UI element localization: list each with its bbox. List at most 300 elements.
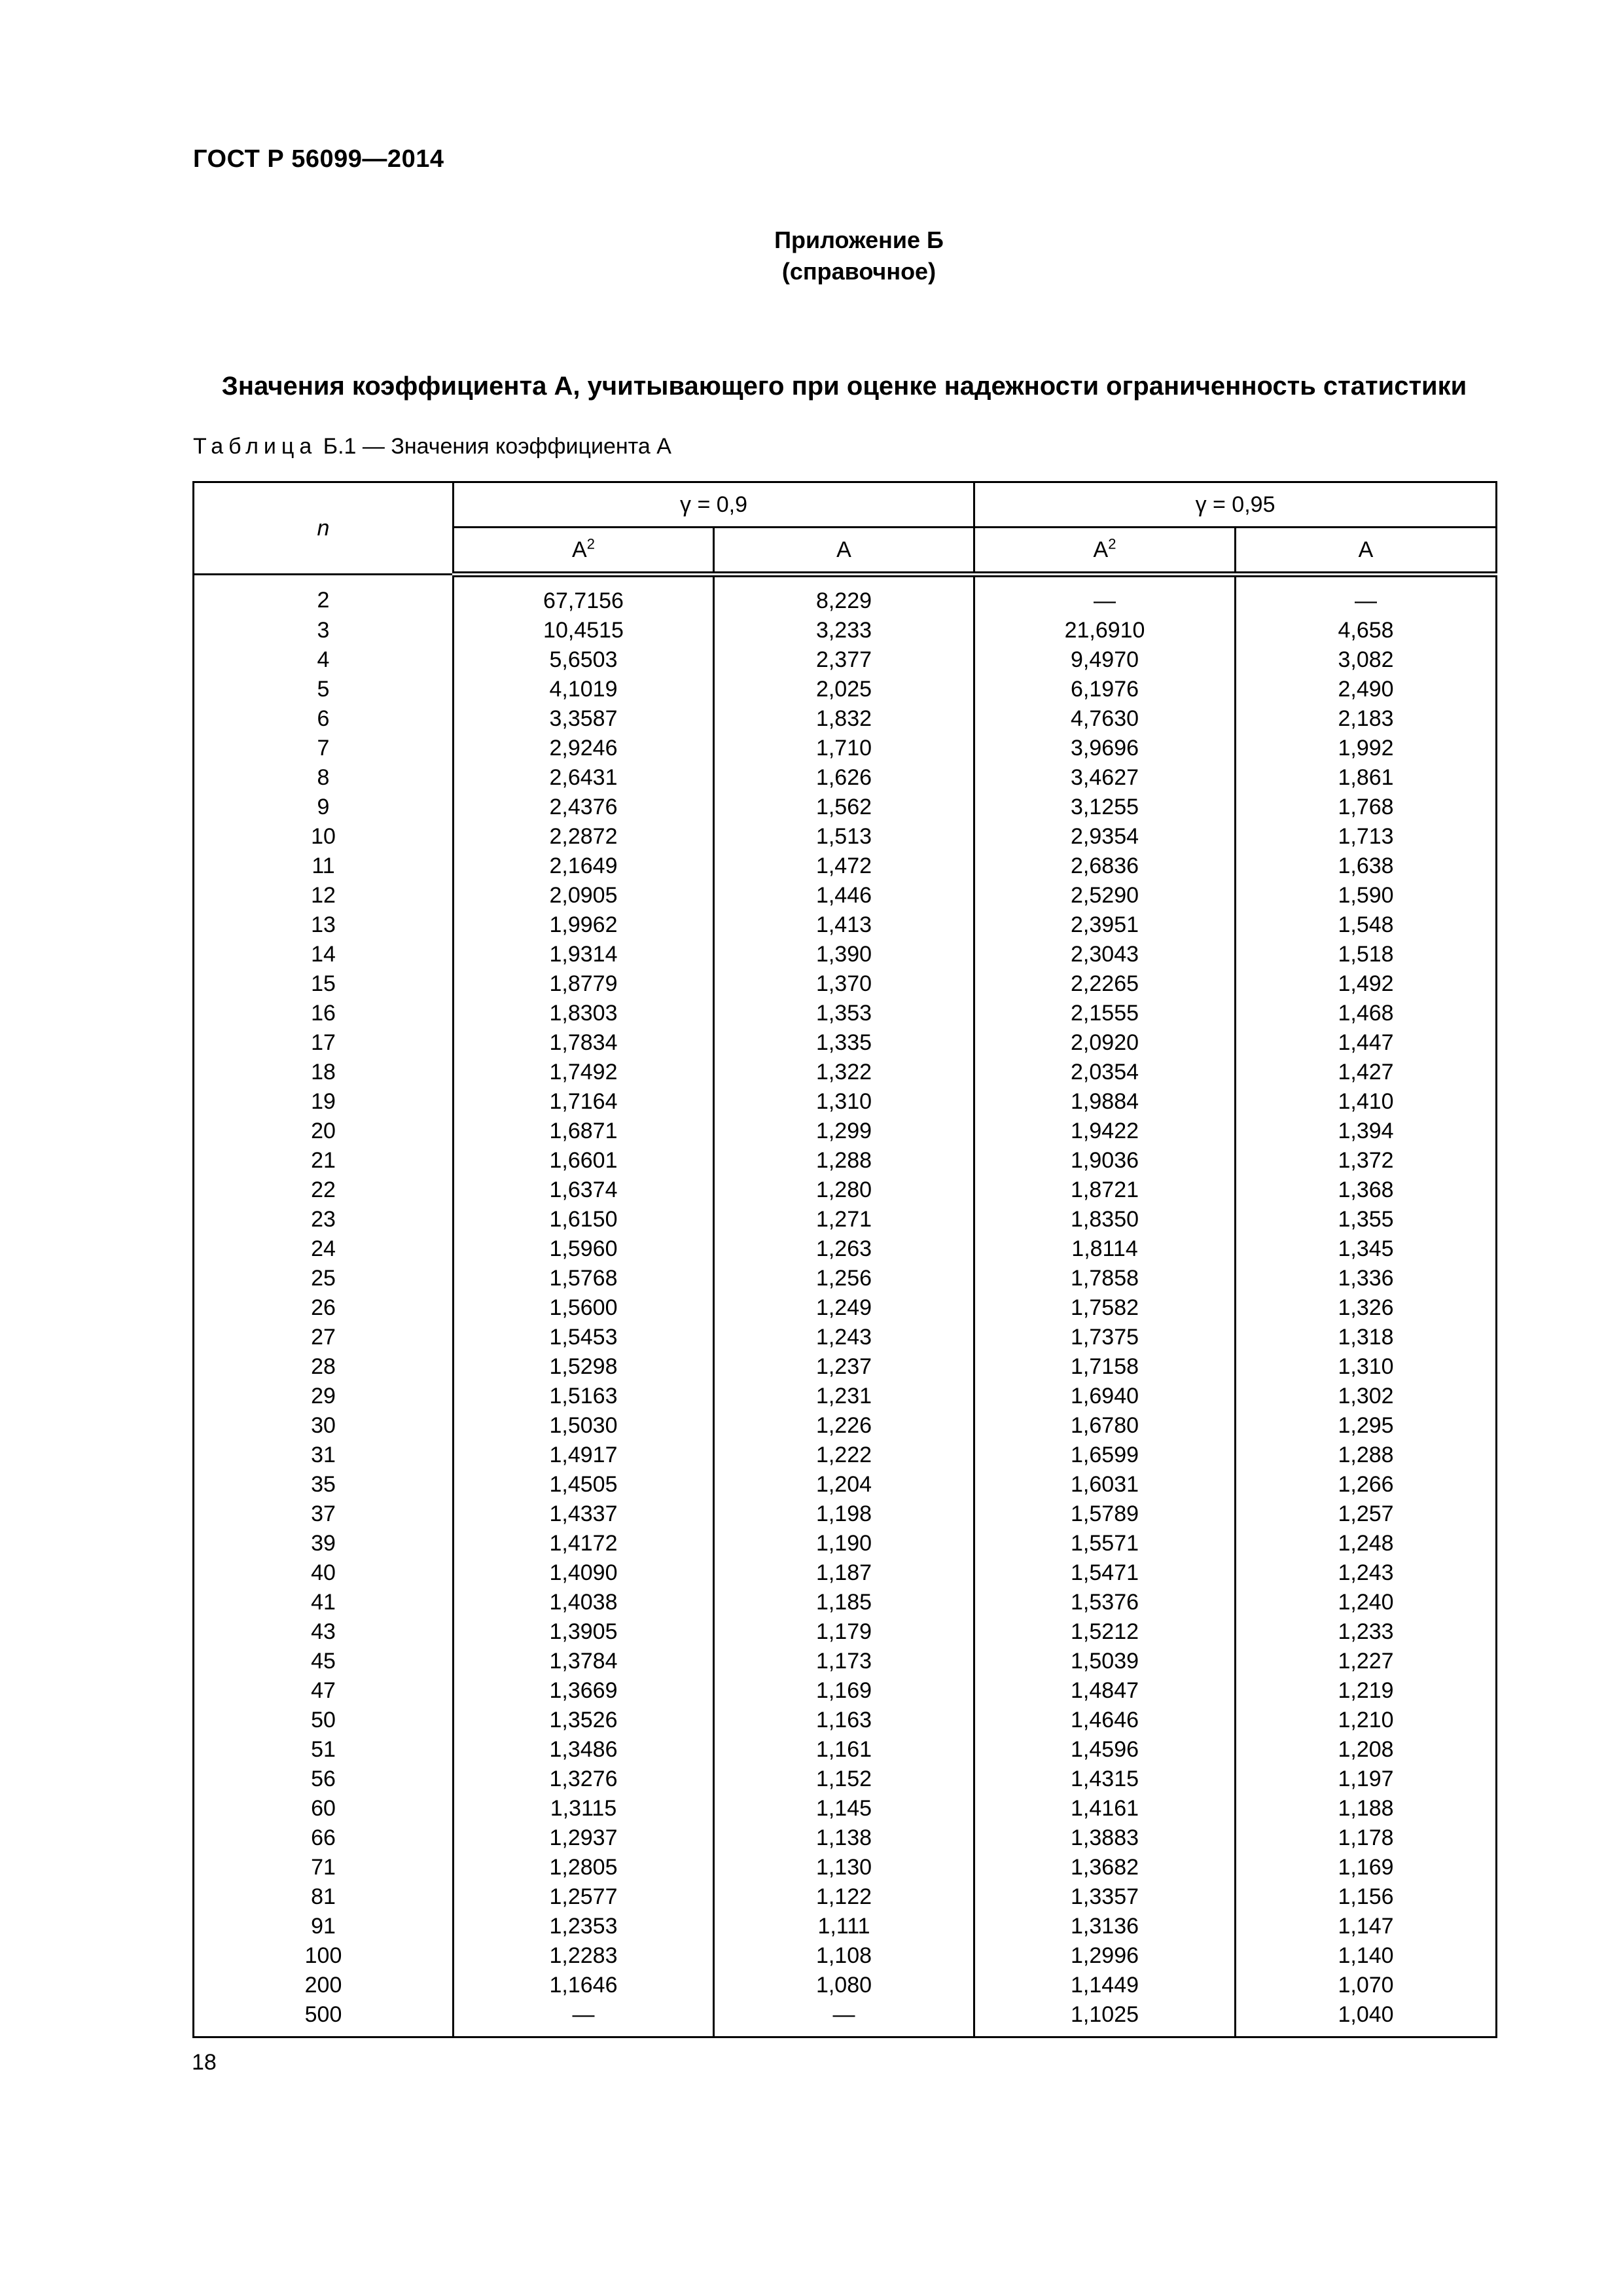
table-row: [194, 1175, 1497, 1205]
cell-n: 4: [194, 645, 454, 675]
column-header-a-095: A: [1236, 528, 1497, 575]
cell-a-squared-090: —: [454, 2000, 714, 2037]
cell-a-095: 1,318: [1236, 1323, 1497, 1352]
table-row: [194, 910, 1497, 940]
cell-a-090: 1,256: [714, 1264, 974, 1293]
cell-a-095: 1,861: [1236, 763, 1497, 793]
cell-a-squared-090: 1,6871: [454, 1117, 714, 1146]
cell-n: 3: [194, 616, 454, 645]
table-row: [194, 1058, 1497, 1087]
cell-a-squared-095: 21,6910: [974, 616, 1236, 645]
cell-a-090: 1,271: [714, 1205, 974, 1234]
cell-n: 56: [194, 1765, 454, 1794]
cell-n: 11: [194, 852, 454, 881]
table-row: [194, 1411, 1497, 1441]
cell-a-squared-095: 9,4970: [974, 645, 1236, 675]
table-caption: [193, 434, 671, 459]
cell-a-squared-090: 1,7834: [454, 1028, 714, 1058]
cell-a-095: 1,295: [1236, 1411, 1497, 1441]
cell-a-squared-095: 1,6940: [974, 1382, 1236, 1411]
annex-heading-block: [0, 224, 1623, 287]
cell-a-095: 1,590: [1236, 881, 1497, 910]
cell-a-squared-090: 2,4376: [454, 793, 714, 822]
cell-a-squared-095: 1,9036: [974, 1146, 1236, 1175]
cell-a-squared-095: 1,8114: [974, 1234, 1236, 1264]
cell-a-squared-090: 1,7164: [454, 1087, 714, 1117]
cell-n: 20: [194, 1117, 454, 1146]
cell-n: 22: [194, 1175, 454, 1205]
cell-a-095: 1,257: [1236, 1499, 1497, 1529]
table-row: [194, 1087, 1497, 1117]
cell-a-squared-090: 1,3276: [454, 1765, 714, 1794]
table-row: [194, 1706, 1497, 1735]
cell-n: 19: [194, 1087, 454, 1117]
table-row: [194, 645, 1497, 675]
table-header-row-groups: [194, 482, 1497, 528]
cell-n: 41: [194, 1588, 454, 1617]
cell-a-squared-095: 1,7158: [974, 1352, 1236, 1382]
cell-n: 12: [194, 881, 454, 910]
cell-a-090: 8,229: [714, 575, 974, 617]
cell-n: 66: [194, 1823, 454, 1853]
cell-a-090: 1,222: [714, 1441, 974, 1470]
table-row: [194, 822, 1497, 852]
cell-n: 60: [194, 1794, 454, 1823]
cell-n: 500: [194, 2000, 454, 2037]
table-row: [194, 1264, 1497, 1293]
cell-a-095: 1,447: [1236, 1028, 1497, 1058]
cell-a-squared-090: 2,9246: [454, 734, 714, 763]
table-row: [194, 575, 1497, 617]
cell-a-090: 1,249: [714, 1293, 974, 1323]
table-body: [194, 575, 1497, 2037]
table-row: [194, 1293, 1497, 1323]
cell-a-095: 1,169: [1236, 1853, 1497, 1882]
cell-a-095: 1,266: [1236, 1470, 1497, 1499]
cell-a-095: 1,040: [1236, 2000, 1497, 2037]
cell-a-090: 1,353: [714, 999, 974, 1028]
cell-a-squared-090: 2,0905: [454, 881, 714, 910]
cell-a-095: 1,345: [1236, 1234, 1497, 1264]
cell-n: 40: [194, 1558, 454, 1588]
cell-a-090: 1,185: [714, 1588, 974, 1617]
cell-a-squared-090: 1,5960: [454, 1234, 714, 1264]
cell-a-095: 1,233: [1236, 1617, 1497, 1647]
cell-n: 18: [194, 1058, 454, 1087]
table-row: [194, 1205, 1497, 1234]
cell-a-095: 1,210: [1236, 1706, 1497, 1735]
cell-a-squared-095: 1,5039: [974, 1647, 1236, 1676]
cell-a-squared-090: 67,7156: [454, 575, 714, 617]
cell-a-090: 3,233: [714, 616, 974, 645]
cell-a-squared-090: 1,5163: [454, 1382, 714, 1411]
table-row: [194, 1647, 1497, 1676]
table-row: [194, 1882, 1497, 1912]
page-number: 18: [192, 2050, 217, 2075]
cell-n: 50: [194, 1706, 454, 1735]
table-row: [194, 1735, 1497, 1765]
cell-n: 31: [194, 1441, 454, 1470]
cell-a-squared-095: 1,3682: [974, 1853, 1236, 1882]
cell-n: 10: [194, 822, 454, 852]
cell-a-squared-095: 1,7375: [974, 1323, 1236, 1352]
cell-a-squared-090: 1,4172: [454, 1529, 714, 1558]
cell-a-squared-090: 1,8779: [454, 969, 714, 999]
a-squared-095-base: A: [1093, 537, 1109, 562]
table-row: [194, 1529, 1497, 1558]
cell-a-squared-095: 1,4646: [974, 1706, 1236, 1735]
cell-n: 26: [194, 1293, 454, 1323]
cell-n: 81: [194, 1882, 454, 1912]
table-row: [194, 1823, 1497, 1853]
table-row: [194, 1028, 1497, 1058]
cell-n: 37: [194, 1499, 454, 1529]
cell-a-090: 1,152: [714, 1765, 974, 1794]
cell-a-090: 2,377: [714, 645, 974, 675]
cell-n: 24: [194, 1234, 454, 1264]
cell-n: 7: [194, 734, 454, 763]
cell-a-090: —: [714, 2000, 974, 2037]
table-header: [194, 482, 1497, 575]
cell-a-090: 1,190: [714, 1529, 974, 1558]
cell-a-090: 1,370: [714, 969, 974, 999]
cell-n: 8: [194, 763, 454, 793]
cell-a-squared-090: 2,6431: [454, 763, 714, 793]
cell-a-095: 1,638: [1236, 852, 1497, 881]
cell-a-095: 1,372: [1236, 1146, 1497, 1175]
cell-a-squared-095: 1,6780: [974, 1411, 1236, 1441]
cell-a-090: 1,198: [714, 1499, 974, 1529]
cell-a-squared-090: 1,3905: [454, 1617, 714, 1647]
table-row: [194, 852, 1497, 881]
table-row: [194, 734, 1497, 763]
cell-n: 29: [194, 1382, 454, 1411]
cell-a-squared-090: 1,3669: [454, 1676, 714, 1706]
table-row: [194, 1323, 1497, 1352]
cell-n: 5: [194, 675, 454, 704]
cell-a-squared-090: 2,1649: [454, 852, 714, 881]
cell-a-090: 1,288: [714, 1146, 974, 1175]
table-row: [194, 1382, 1497, 1411]
cell-a-095: 1,368: [1236, 1175, 1497, 1205]
cell-n: 25: [194, 1264, 454, 1293]
cell-a-095: 1,147: [1236, 1912, 1497, 1941]
cell-a-095: 1,768: [1236, 793, 1497, 822]
cell-a-090: 1,111: [714, 1912, 974, 1941]
cell-a-squared-095: 1,3357: [974, 1882, 1236, 1912]
cell-a-095: 1,288: [1236, 1441, 1497, 1470]
cell-a-squared-090: 1,5768: [454, 1264, 714, 1293]
cell-a-squared-090: 5,6503: [454, 645, 714, 675]
cell-a-squared-095: 1,9884: [974, 1087, 1236, 1117]
column-header-a-squared-090: [454, 528, 714, 575]
cell-a-squared-090: 1,7492: [454, 1058, 714, 1087]
cell-a-090: 1,122: [714, 1882, 974, 1912]
cell-a-squared-095: 3,1255: [974, 793, 1236, 822]
cell-a-090: 1,231: [714, 1382, 974, 1411]
cell-n: 47: [194, 1676, 454, 1706]
table-row: [194, 1499, 1497, 1529]
table-row: [194, 1912, 1497, 1941]
cell-a-squared-090: 1,2937: [454, 1823, 714, 1853]
cell-a-090: 1,187: [714, 1558, 974, 1588]
cell-n: 30: [194, 1411, 454, 1441]
cell-a-090: 1,626: [714, 763, 974, 793]
cell-n: 51: [194, 1735, 454, 1765]
cell-a-squared-090: 1,4038: [454, 1588, 714, 1617]
cell-n: 21: [194, 1146, 454, 1175]
cell-a-squared-090: 1,9962: [454, 910, 714, 940]
table-row: [194, 704, 1497, 734]
table-row: [194, 999, 1497, 1028]
cell-a-squared-090: 1,8303: [454, 999, 714, 1028]
cell-a-squared-090: 1,5298: [454, 1352, 714, 1382]
cell-n: 39: [194, 1529, 454, 1558]
cell-a-090: 1,179: [714, 1617, 974, 1647]
cell-a-squared-095: 1,4596: [974, 1735, 1236, 1765]
cell-a-squared-095: 1,4847: [974, 1676, 1236, 1706]
cell-a-095: 1,248: [1236, 1529, 1497, 1558]
cell-a-095: 1,208: [1236, 1735, 1497, 1765]
cell-a-090: 1,310: [714, 1087, 974, 1117]
table-row: [194, 1971, 1497, 2000]
cell-a-090: 1,226: [714, 1411, 974, 1441]
cell-a-squared-095: 1,1025: [974, 2000, 1236, 2037]
cell-a-squared-090: 1,3486: [454, 1735, 714, 1765]
column-group-gamma-095: γ = 0,95: [974, 482, 1497, 528]
cell-a-095: 1,156: [1236, 1882, 1497, 1912]
cell-n: 43: [194, 1617, 454, 1647]
cell-a-090: 1,163: [714, 1706, 974, 1735]
cell-a-090: 1,280: [714, 1175, 974, 1205]
cell-a-090: 1,390: [714, 940, 974, 969]
table-row: [194, 1676, 1497, 1706]
cell-a-090: 1,237: [714, 1352, 974, 1382]
column-header-n: n: [194, 482, 454, 575]
a-squared-090-exponent: 2: [586, 535, 595, 552]
cell-a-squared-090: 1,4505: [454, 1470, 714, 1499]
cell-a-090: 1,263: [714, 1234, 974, 1264]
cell-a-squared-090: 1,3115: [454, 1794, 714, 1823]
cell-a-squared-095: 1,5212: [974, 1617, 1236, 1647]
cell-a-squared-095: 1,5471: [974, 1558, 1236, 1588]
cell-a-squared-090: 2,2872: [454, 822, 714, 852]
cell-a-095: 1,394: [1236, 1117, 1497, 1146]
cell-a-squared-090: 1,2283: [454, 1941, 714, 1971]
cell-a-095: 1,548: [1236, 910, 1497, 940]
cell-a-squared-095: 1,4315: [974, 1765, 1236, 1794]
cell-a-squared-095: 2,2265: [974, 969, 1236, 999]
column-header-a-090: A: [714, 528, 974, 575]
cell-a-squared-090: 1,1646: [454, 1971, 714, 2000]
cell-a-squared-095: 1,2996: [974, 1941, 1236, 1971]
table-row: [194, 1765, 1497, 1794]
cell-a-090: 1,108: [714, 1941, 974, 1971]
cell-a-095: 1,355: [1236, 1205, 1497, 1234]
cell-n: 16: [194, 999, 454, 1028]
cell-a-090: 1,299: [714, 1117, 974, 1146]
cell-a-squared-095: 1,8721: [974, 1175, 1236, 1205]
cell-a-090: 1,472: [714, 852, 974, 881]
cell-a-squared-090: 1,2577: [454, 1882, 714, 1912]
cell-a-squared-090: 4,1019: [454, 675, 714, 704]
cell-a-squared-095: 2,6836: [974, 852, 1236, 881]
cell-a-squared-090: 1,5030: [454, 1411, 714, 1441]
cell-a-squared-095: 6,1976: [974, 675, 1236, 704]
cell-a-squared-090: 1,5600: [454, 1293, 714, 1323]
table-row: [194, 1117, 1497, 1146]
table-row: [194, 1470, 1497, 1499]
cell-a-squared-095: 2,1555: [974, 999, 1236, 1028]
table-row: [194, 1617, 1497, 1647]
cell-n: 2: [194, 575, 454, 617]
cell-a-squared-090: 1,6601: [454, 1146, 714, 1175]
cell-n: 71: [194, 1853, 454, 1882]
cell-a-squared-095: 3,4627: [974, 763, 1236, 793]
cell-a-090: 1,169: [714, 1676, 974, 1706]
cell-n: 23: [194, 1205, 454, 1234]
cell-n: 14: [194, 940, 454, 969]
cell-a-squared-095: 1,7582: [974, 1293, 1236, 1323]
cell-n: 6: [194, 704, 454, 734]
cell-a-095: 1,468: [1236, 999, 1497, 1028]
cell-a-squared-095: 2,3043: [974, 940, 1236, 969]
table-row: [194, 969, 1497, 999]
cell-a-squared-095: 2,3951: [974, 910, 1236, 940]
table-row: [194, 881, 1497, 910]
cell-a-squared-090: 1,2353: [454, 1912, 714, 1941]
cell-a-090: 1,204: [714, 1470, 974, 1499]
table-caption-text: Б.1 — Значения коэффициента А: [317, 434, 671, 459]
cell-a-095: 1,492: [1236, 969, 1497, 999]
cell-a-095: 1,188: [1236, 1794, 1497, 1823]
cell-a-squared-095: 1,4161: [974, 1794, 1236, 1823]
a-squared-095-exponent: 2: [1108, 535, 1116, 552]
cell-a-squared-095: 1,5376: [974, 1588, 1236, 1617]
cell-a-090: 1,173: [714, 1647, 974, 1676]
cell-a-095: 1,310: [1236, 1352, 1497, 1382]
cell-a-090: 1,562: [714, 793, 974, 822]
cell-a-090: 1,446: [714, 881, 974, 910]
cell-a-090: 1,145: [714, 1794, 974, 1823]
cell-a-squared-095: 1,6599: [974, 1441, 1236, 1470]
cell-a-squared-090: 1,6374: [454, 1175, 714, 1205]
cell-a-090: 1,080: [714, 1971, 974, 2000]
document-number-header: ГОСТ Р 56099—2014: [193, 145, 444, 173]
table-row: [194, 763, 1497, 793]
cell-a-090: 2,025: [714, 675, 974, 704]
cell-n: 27: [194, 1323, 454, 1352]
cell-a-squared-090: 1,2805: [454, 1853, 714, 1882]
cell-a-squared-095: 1,3136: [974, 1912, 1236, 1941]
cell-a-squared-090: 1,9314: [454, 940, 714, 969]
table-row: [194, 1146, 1497, 1175]
cell-a-090: 1,710: [714, 734, 974, 763]
cell-n: 200: [194, 1971, 454, 2000]
cell-a-095: 1,326: [1236, 1293, 1497, 1323]
cell-n: 100: [194, 1941, 454, 1971]
cell-n: 91: [194, 1912, 454, 1941]
cell-a-095: 1,518: [1236, 940, 1497, 969]
cell-a-095: 1,410: [1236, 1087, 1497, 1117]
table-row: [194, 940, 1497, 969]
cell-a-090: 1,161: [714, 1735, 974, 1765]
cell-a-squared-090: 1,3784: [454, 1647, 714, 1676]
table-row: [194, 1352, 1497, 1382]
cell-a-095: —: [1236, 575, 1497, 617]
cell-a-squared-095: 1,6031: [974, 1470, 1236, 1499]
cell-a-095: 1,197: [1236, 1765, 1497, 1794]
table-row: [194, 1234, 1497, 1264]
table-caption-prefix: Таблица: [193, 434, 317, 459]
cell-a-095: 1,178: [1236, 1823, 1497, 1853]
a-squared-090-base: A: [572, 537, 587, 562]
cell-a-squared-090: 1,4090: [454, 1558, 714, 1588]
cell-a-095: 3,082: [1236, 645, 1497, 675]
cell-n: 35: [194, 1470, 454, 1499]
cell-a-095: 1,992: [1236, 734, 1497, 763]
cell-a-090: 1,322: [714, 1058, 974, 1087]
cell-a-squared-095: 1,5571: [974, 1529, 1236, 1558]
cell-a-squared-095: 1,1449: [974, 1971, 1236, 2000]
column-header-a-squared-095: [974, 528, 1236, 575]
table-row: [194, 1558, 1497, 1588]
table-row: [194, 1441, 1497, 1470]
cell-a-squared-095: 1,8350: [974, 1205, 1236, 1234]
table-row: [194, 675, 1497, 704]
cell-a-squared-095: 2,0354: [974, 1058, 1236, 1087]
table-row: [194, 1941, 1497, 1971]
cell-n: 45: [194, 1647, 454, 1676]
table-row: [194, 1853, 1497, 1882]
cell-a-squared-095: 1,3883: [974, 1823, 1236, 1853]
cell-a-squared-095: 2,5290: [974, 881, 1236, 910]
cell-a-095: 2,183: [1236, 704, 1497, 734]
cell-a-095: 1,243: [1236, 1558, 1497, 1588]
cell-a-095: 1,219: [1236, 1676, 1497, 1706]
cell-a-squared-090: 3,3587: [454, 704, 714, 734]
cell-a-squared-095: 1,9422: [974, 1117, 1236, 1146]
cell-a-095: 1,240: [1236, 1588, 1497, 1617]
cell-n: 17: [194, 1028, 454, 1058]
cell-a-090: 1,138: [714, 1823, 974, 1853]
cell-a-095: 1,427: [1236, 1058, 1497, 1087]
table-row: [194, 1588, 1497, 1617]
cell-a-090: 1,413: [714, 910, 974, 940]
cell-n: 9: [194, 793, 454, 822]
cell-n: 28: [194, 1352, 454, 1382]
cell-a-090: 1,832: [714, 704, 974, 734]
table-row: [194, 616, 1497, 645]
table-row: [194, 1794, 1497, 1823]
table-row: [194, 793, 1497, 822]
cell-a-095: 1,070: [1236, 1971, 1497, 2000]
cell-a-squared-090: 1,5453: [454, 1323, 714, 1352]
cell-a-squared-095: 4,7630: [974, 704, 1236, 734]
cell-a-squared-095: 2,9354: [974, 822, 1236, 852]
table-row: [194, 2000, 1497, 2037]
cell-a-squared-090: 1,4337: [454, 1499, 714, 1529]
cell-a-090: 1,335: [714, 1028, 974, 1058]
section-heading: Значения коэффициента А, учитывающего при оценке надежности ограниченность статистики: [221, 372, 1467, 401]
cell-a-090: 1,130: [714, 1853, 974, 1882]
cell-a-090: 1,513: [714, 822, 974, 852]
cell-a-095: 1,227: [1236, 1647, 1497, 1676]
coefficient-table-container: [192, 481, 1495, 2038]
annex-status-note: (справочное): [781, 258, 936, 285]
cell-a-squared-095: —: [974, 575, 1236, 617]
cell-n: 15: [194, 969, 454, 999]
